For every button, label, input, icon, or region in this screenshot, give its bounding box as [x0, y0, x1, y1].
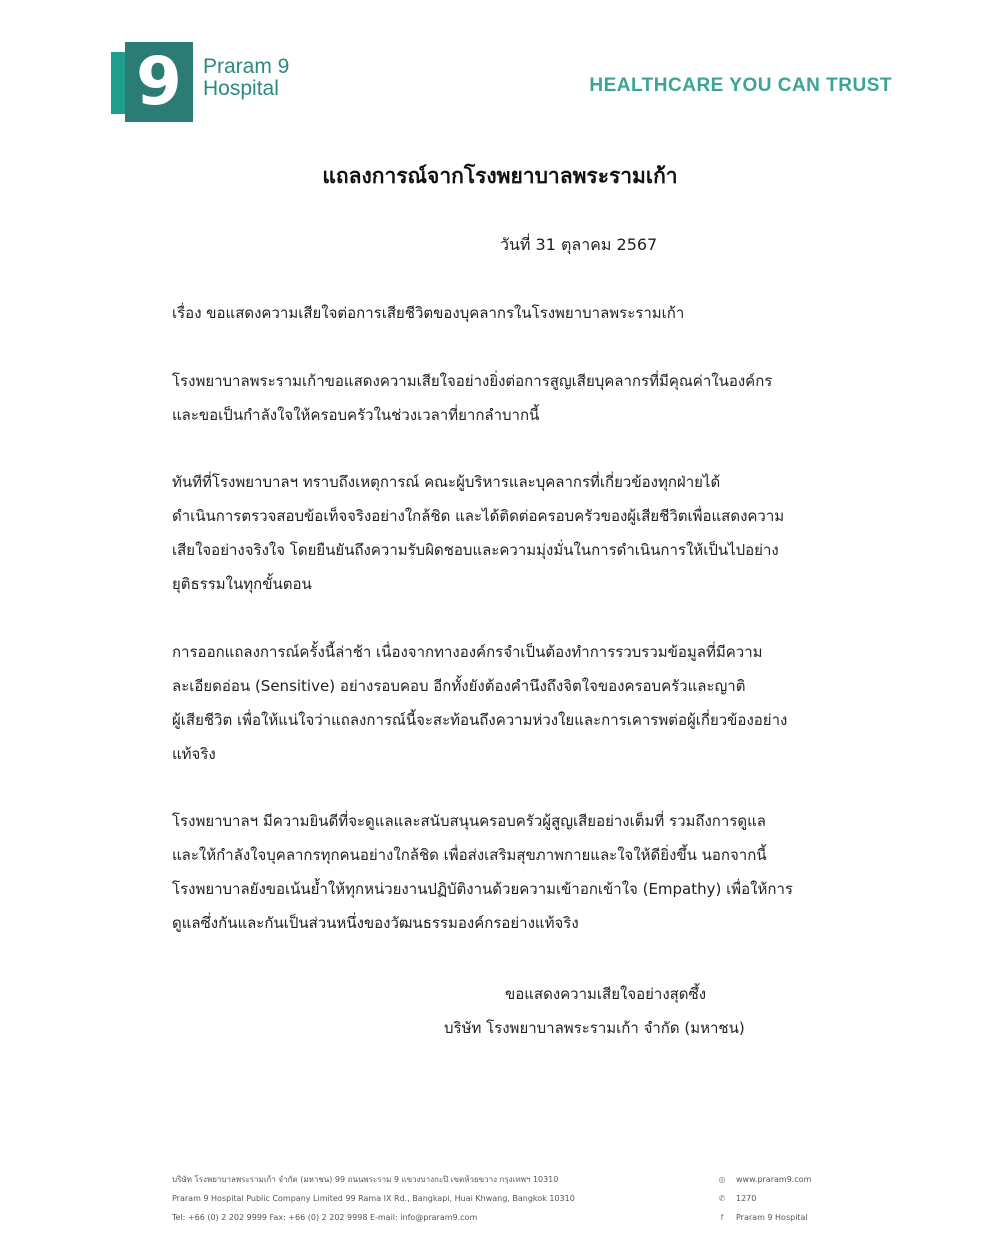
logo-wordmark — [203, 56, 289, 100]
footer-address-en: Praram 9 Hospital Public Company Limited 99 Rama IX Rd., Bangkapi, Huai Khwang, Bangkok 10310 — [172, 1194, 575, 1203]
logo-name-line1: Praram 9 — [203, 55, 290, 78]
footer-hotline-row — [716, 1189, 811, 1208]
tagline: HEALTHCARE YOU CAN TRUST — [589, 75, 892, 96]
signature-line: บริษัท โรงพยาบาลพระรามเก้า จำกัด (มหาชน) — [444, 1019, 745, 1037]
paragraph-line: ทันทีที่โรงพยาบาลฯ ทราบถึงเหตุการณ์ คณะผู้บริหารและบุคลากรที่เกี่ยวข้องทุกฝ่ายได้ — [172, 473, 721, 491]
paragraph-line: โรงพยาบาลฯ มีความยินดีที่จะดูแลและสนับสนุนครอบครัวผู้สูญเสียอย่างเต็มที่ รวมถึงการดูแล — [172, 812, 766, 830]
phone-icon: ✆ — [718, 1194, 726, 1203]
paragraph-3 — [172, 635, 832, 771]
paragraph-line: และขอเป็นกำลังใจให้ครอบครัวในช่วงเวลาที่ยากลำบากนี้ — [172, 406, 540, 424]
letter-subject: เรื่อง ขอแสดงความเสียใจต่อการเสียชีวิตของบุคลากรในโรงพยาบาลพระรามเก้า — [172, 304, 685, 322]
logo-name-line2: Hospital — [203, 77, 279, 100]
paragraph-line: แท้จริง — [172, 745, 216, 763]
globe-icon: ◎ — [718, 1175, 726, 1184]
paragraph-line: โรงพยาบาลพระรามเก้าขอแสดงความเสียใจอย่างยิ่งต่อการสูญเสียบุคลากรที่มีคุณค่าในองค์กร — [172, 372, 773, 390]
paragraph-line: โรงพยาบาลยังขอเน้นย้ำให้ทุกหน่วยงานปฏิบัติงานด้วยความเข้าอกเข้าใจ (Empathy) เพื่อให้การ — [172, 880, 793, 898]
footer-address-th: บริษัท โรงพยาบาลพระรามเก้า จำกัด (มหาชน) 99 ถนนพระราม 9 แขวงบางกะปิ เขตห้วยขวาง กรุงเทพฯ 10310 — [172, 1175, 559, 1184]
letter-date: วันที่ 31 ตุลาคม 2567 — [500, 235, 658, 254]
paragraph-line: การออกแถลงการณ์ครั้งนี้ล่าช้า เนื่องจากทางองค์กรจำเป็นต้องทำการรวบรวมข้อมูลที่มีความ — [172, 643, 763, 661]
footer-website[interactable]: www.praram9.com — [736, 1175, 812, 1184]
paragraph-4 — [172, 804, 832, 940]
logo-digit: 9 — [136, 43, 182, 120]
hospital-logo — [111, 42, 311, 122]
paragraph-1 — [172, 364, 832, 432]
paragraph-line: ละเอียดอ่อน (Sensitive) อย่างรอบคอบ อีกทั้งยังต้องคำนึงถึงจิตใจของครอบครัวและญาติ — [172, 677, 746, 695]
paragraph-line: และให้กำลังใจบุคลากรทุกคนอย่างใกล้ชิด เพื่อส่งเสริมสุขภาพกายและใจให้ดียิ่งขึ้น นอกจากนี้ — [172, 846, 767, 864]
footer-facebook[interactable]: Praram 9 Hospital — [736, 1213, 808, 1222]
footer-website-row[interactable] — [716, 1170, 811, 1189]
closing-line: ขอแสดงความเสียใจอย่างสุดซึ้ง — [505, 985, 707, 1003]
footer-facebook-row[interactable] — [716, 1208, 811, 1227]
footer-address — [172, 1170, 575, 1227]
paragraph-line: ผู้เสียชีวิต เพื่อให้แน่ใจว่าแถลงการณ์นี้จะสะท้อนถึงความห่วงใยและการเคารพต่อผู้เกี่ยวข้องอย่าง — [172, 711, 788, 729]
paragraph-line: ยุติธรรมในทุกขั้นตอน — [172, 575, 312, 593]
footer-contact: Tel: +66 (0) 2 202 9999 Fax: +66 (0) 2 202 9998 E-mail: info@praram9.com — [172, 1213, 478, 1222]
letter-title: แถลงการณ์จากโรงพยาบาลพระรามเก้า — [322, 164, 678, 188]
paragraph-line: เสียใจอย่างจริงใจ โดยยืนยันถึงความรับผิดชอบและความมุ่งมั่นในการดำเนินการให้เป็นไปอย่าง — [172, 541, 779, 559]
logo-mark — [111, 42, 193, 122]
facebook-icon: f — [720, 1213, 724, 1222]
paragraph-line: ดำเนินการตรวจสอบข้อเท็จจริงอย่างใกล้ชิด และได้ติดต่อครอบครัวของผู้เสียชีวิตเพื่อแสดงความ — [172, 507, 785, 525]
footer-links — [716, 1170, 811, 1227]
paragraph-line: ดูแลซึ่งกันและกันเป็นส่วนหนึ่งของวัฒนธรรมองค์กรอย่างแท้จริง — [172, 914, 579, 932]
footer-hotline: 1270 — [736, 1194, 757, 1203]
paragraph-2 — [172, 465, 832, 601]
